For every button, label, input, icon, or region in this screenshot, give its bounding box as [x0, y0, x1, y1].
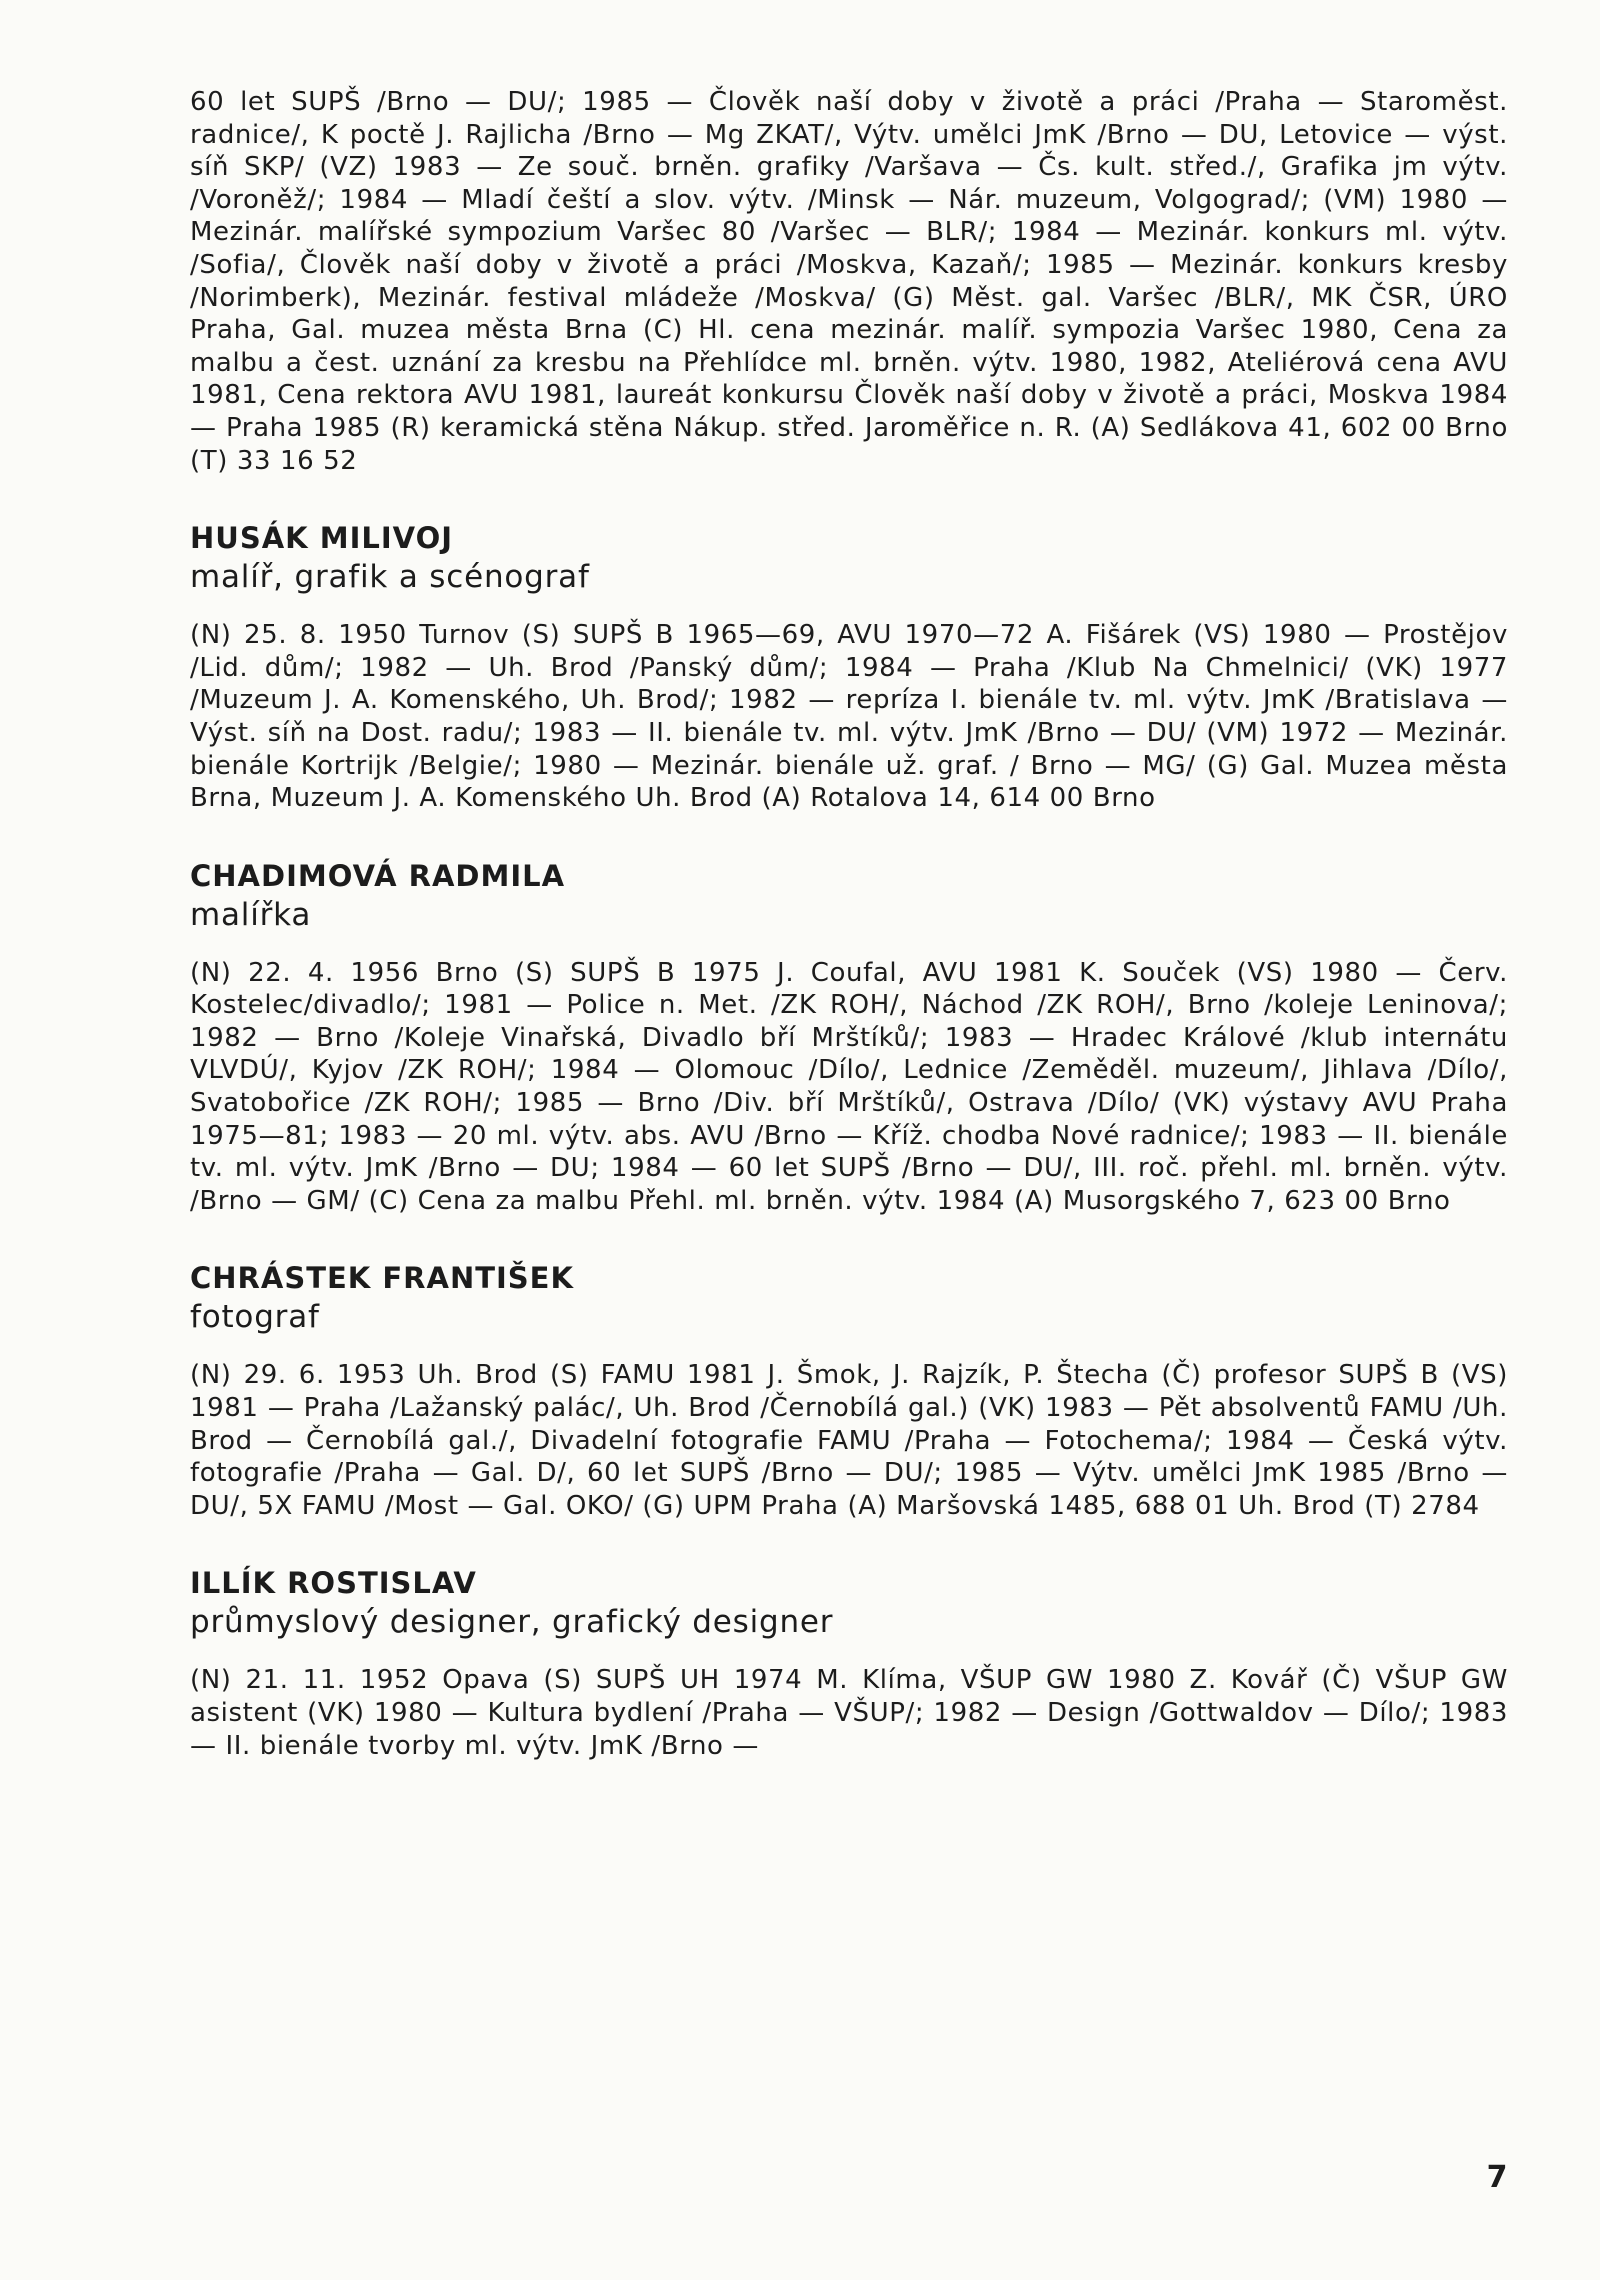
- catalog-page: [190, 86, 1508, 1762]
- entry-profession: malíř, grafik a scénograf: [190, 559, 590, 596]
- entry-profession: fotograf: [190, 1299, 320, 1336]
- page-number: 7: [1486, 2160, 1508, 2195]
- entry-name: CHRÁSTEK FRANTIŠEK: [190, 1261, 574, 1296]
- entry-illik: [190, 1564, 1508, 1762]
- entry-profession: průmyslový designer, grafický designer: [190, 1604, 834, 1641]
- entry-chadimova: [190, 857, 1508, 1218]
- intro-paragraph: 60 let SUPŠ /Brno — DU/; 1985 — Člověk naší doby v životě a práci /Praha — Staroměst. radnice/, K poctě J. Rajlicha /Brno — Mg ZKAT/, Výtv. umělci JmK /Brno — DU, Letovice — výst. síň SKP/ (VZ) 1983 — Ze souč. brněn. grafiky /Varšava — Čs. kult. střed./, Grafika jm výtv. /Voroněž/; 1984 — Mladí čeští a slov. výtv. /Minsk — Nár. muzeum, Volgograd/; (VM) 1980 — Mezinár. malířské sympozium Varšec 80 /Varšec — BLR/; 1984 — Mezinár. konkurs ml. výtv. /Sofia/, Člověk naší doby v životě a práci /Moskva, Kazaň/; 1985 — Mezinár. konkurs kresby /Norimberk), Mezinár. festival mládeže /Moskva/ (G) Měst. gal. Varšec /BLR/, MK ČSR, ÚRO Praha, Gal. muzea města Brna (C) Hl. cena mezinár. malíř. sympozia Varšec 1980, Cena za malbu a čest. uznání za kresbu na Přehlídce ml. brněn. výtv. 1980, 1982, Ateliérová cena AVU 1981, Cena rektora AVU 1981, laureát konkursu Člověk naší doby v životě a práci, Moskva 1984 — Praha 1985 (R) keramická stěna Nákup. střed. Jaroměřice n. R. (A) Sedlákova 41, 602 00 Brno (T) 33 16 52: [190, 87, 1508, 476]
- entry-name: HUSÁK MILIVOJ: [190, 521, 454, 556]
- entry-husak: [190, 519, 1508, 815]
- entry-text: (N) 22. 4. 1956 Brno (S) SUPŠ B 1975 J. Coufal, AVU 1981 K. Souček (VS) 1980 — Červ. Kostelec/divadlo/; 1981 — Police n. Met. /ZK ROH/, Náchod /ZK ROH/, Brno /koleje Leninova/; 1982 — Brno /Koleje Vinařská, Divadlo bří Mrštíků/; 1983 — Hradec Králové /klub internátu VLVDÚ/, Kyjov /ZK ROH/; 1984 — Olomouc /Dílo/, Lednice /Zeměděl. muzeum/, Jihlava /Dílo/, Svatobořice /ZK ROH/; 1985 — Brno /Div. bří Mrštíků/, Ostrava /Dílo/ (VK) výstavy AVU Praha 1975—81; 1983 — 20 ml. výtv. abs. AVU /Brno — Kříž. chodba Nové radnice/; 1983 — II. bienále tv. ml. výtv. JmK /Brno — DU; 1984 — 60 let SUPŠ /Brno — DU/, III. roč. přehl. ml. brněn. výtv. /Brno — GM/ (C) Cena za malbu Přehl. ml. brněn. výtv. 1984 (A) Musorgského 7, 623 00 Brno: [190, 957, 1508, 1216]
- entry-profession: malířka: [190, 896, 312, 933]
- entry-chrastek: [190, 1259, 1508, 1522]
- entry-text: (N) 25. 8. 1950 Turnov (S) SUPŠ B 1965—69, AVU 1970—72 A. Fišárek (VS) 1980 — Prostějov /Lid. dům/; 1982 — Uh. Brod /Panský dům/; 1984 — Praha /Klub Na Chmelnici/ (VK) 1977 /Muzeum J. A. Komenského, Uh. Brod/; 1982 — repríza I. bienále tv. ml. výtv. JmK /Bratislava — Výst. síň na Dost. radu/; 1983 — II. bienále tv. ml. výtv. JmK /Brno — DU/ (VM) 1972 — Mezinár. bienále Kortrijk /Belgie/; 1980 — Mezinár. bienále už. graf. / Brno — MG/ (G) Gal. Muzea města Brna, Muzeum J. A. Komenského Uh. Brod (A) Rotalova 14, 614 00 Brno: [190, 620, 1508, 814]
- entry-name: CHADIMOVÁ RADMILA: [190, 858, 566, 893]
- entry-text: (N) 21. 11. 1952 Opava (S) SUPŠ UH 1974 M. Klíma, VŠUP GW 1980 Z. Kovář (Č) VŠUP GW asistent (VK) 1980 — Kultura bydlení /Praha — VŠUP/; 1982 — Design /Gottwaldov — Dílo/; 1983 — II. bienále tvorby ml. výtv. JmK /Brno —: [190, 1665, 1508, 1761]
- entry-text: (N) 29. 6. 1953 Uh. Brod (S) FAMU 1981 J. Šmok, J. Rajzík, P. Štecha (Č) profesor SUPŠ B (VS) 1981 — Praha /Lažanský palác/, Uh. Brod /Černobílá gal.) (VK) 1983 — Pět absolventů FAMU /Uh. Brod — Černobílá gal./, Divadelní fotografie FAMU /Praha — Fotochema/; 1984 — Česká výtv. fotografie /Praha — Gal. D/, 60 let SUPŠ /Brno — DU/; 1985 — Výtv. umělci JmK 1985 /Brno — DU/, 5X FAMU /Most — Gal. OKO/ (G) UPM Praha (A) Maršovská 1485, 688 01 Uh. Brod (T) 2784: [190, 1360, 1508, 1521]
- entry-name: ILLÍK ROSTISLAV: [190, 1566, 477, 1601]
